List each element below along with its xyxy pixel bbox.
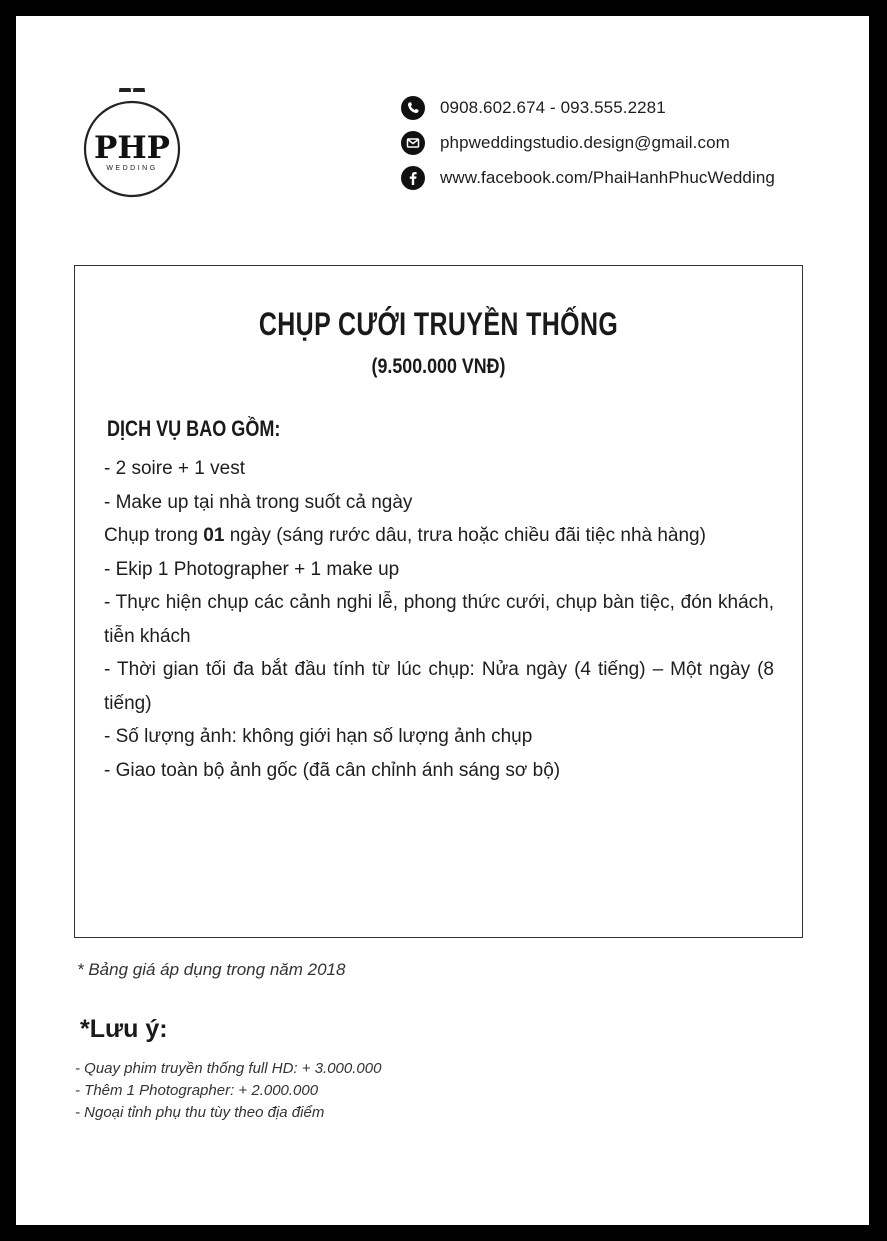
package-box (74, 265, 803, 938)
service-item: - Thực hiện chụp các cảnh nghi lễ, phong thức cưới, chụp bàn tiệc, đón khách, tiễn khách (104, 592, 774, 647)
services-list (104, 452, 774, 787)
note-item: - Thêm 1 Photographer: + 2.000.000 (75, 1082, 319, 1099)
service-item: - Số lượng ảnh: không giới hạn số lượng ảnh chụp (104, 726, 533, 747)
package-title: CHỤP CƯỚI TRUYỀN THỐNG (258, 306, 619, 342)
facebook-icon (401, 166, 425, 190)
phone-text: 0908.602.674 - 093.555.2281 (440, 97, 666, 117)
service-item: - Giao toàn bộ ảnh gốc (đã cân chỉnh ánh sáng sơ bộ) (104, 759, 561, 781)
services-heading: DỊCH VỤ BAO GỒM: (107, 416, 281, 441)
facebook-text: www.facebook.com/PhaiHanhPhucWedding (440, 167, 775, 187)
service-item: - Make up tại nhà trong suốt cả ngày (104, 491, 413, 513)
email-text: phpweddingstudio.design@gmail.com (440, 132, 730, 152)
service-item: - 2 soire + 1 vest (104, 458, 245, 479)
mail-icon (401, 131, 425, 155)
notes-heading: *Lưu ý: (80, 1015, 168, 1043)
price-footnote: * Bảng giá áp dụng trong năm 2018 (77, 960, 346, 979)
note-item: - Quay phim truyền thống full HD: + 3.000.000 (75, 1060, 382, 1077)
notes-list (75, 1058, 381, 1124)
contact-list (401, 90, 775, 195)
package-price: (9.500.000 VNĐ) (371, 355, 506, 378)
couple-icon (119, 88, 145, 92)
contact-email[interactable] (401, 125, 775, 160)
logo-subtext: WEDDING (106, 165, 158, 172)
service-item: - Thời gian tối đa bắt đầu tính từ lúc chụp: Nửa ngày (4 tiếng) – Một ngày (8 tiếng) (104, 659, 774, 714)
note-item: - Ngoại tỉnh phụ thu tùy theo địa điểm (75, 1104, 325, 1121)
contact-facebook[interactable] (401, 160, 775, 195)
php-wedding-logo (77, 88, 187, 198)
contact-phone[interactable] (401, 90, 775, 125)
service-item: - Ekip 1 Photographer + 1 make up (104, 558, 400, 580)
logo-text: PHP (94, 130, 170, 166)
phone-icon (401, 96, 425, 120)
service-item: Chụp trong 01 ngày (sáng rước dâu, trưa hoặc chiều đãi tiệc nhà hàng) (104, 525, 706, 546)
